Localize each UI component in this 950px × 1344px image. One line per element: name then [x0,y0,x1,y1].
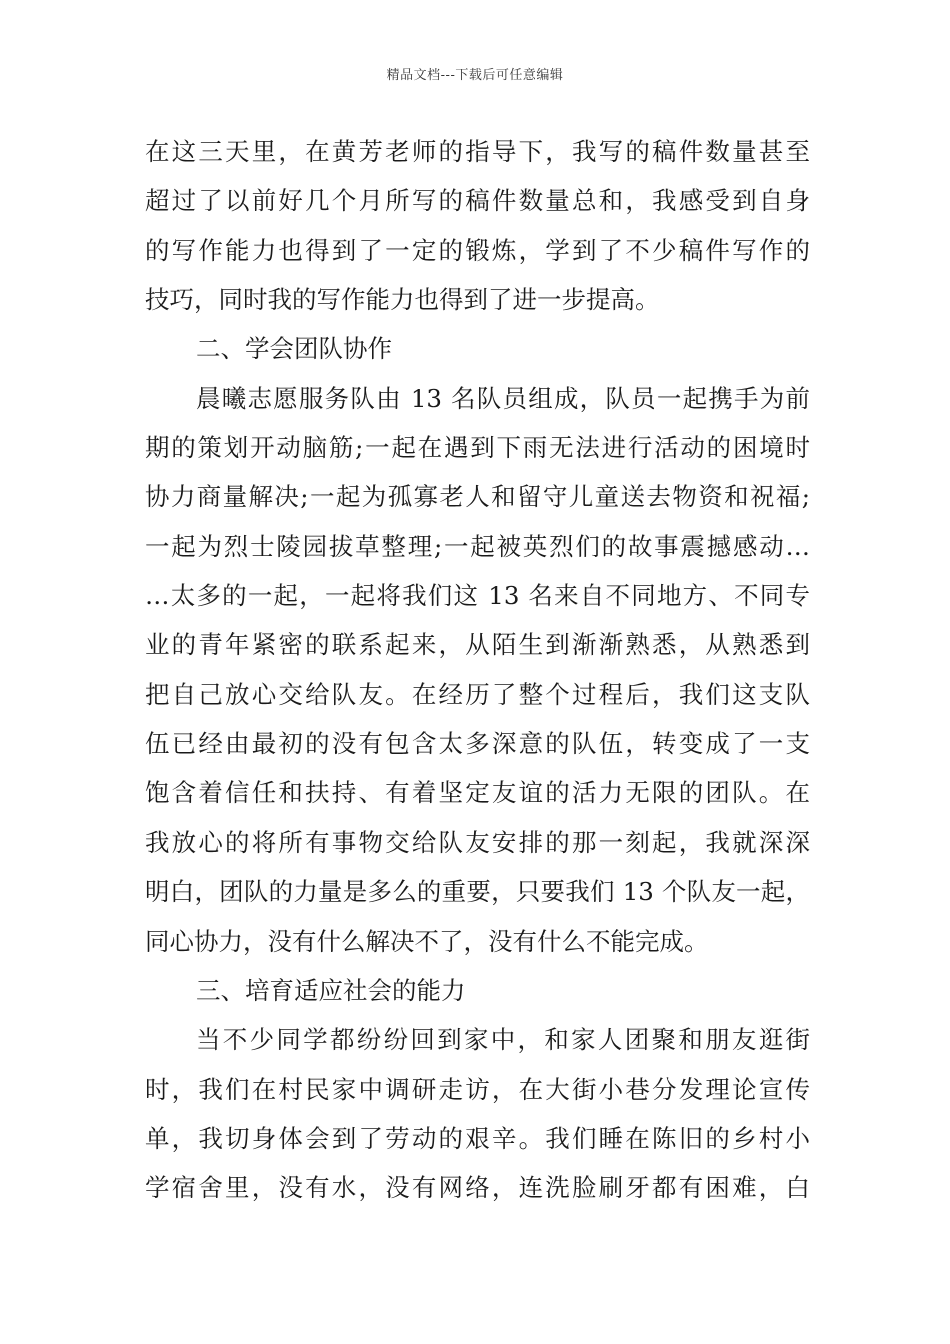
paragraph-line: 在这三天里，在黄芳老师的指导下，我写的稿件数量甚至 [145,137,810,166]
document-body [145,127,810,1213]
paragraph-line: …太多的一起，一起将我们这 13 名来自不同地方、不同专 [145,581,810,611]
paragraph-line: 伍已经由最初的没有包含太多深意的队伍，转变成了一支 [145,729,810,759]
paragraph-line: 我放心的将所有事物交给队友安排的那一刻起，我就深深 [145,827,810,857]
paragraph-line: 一起为烈士陵园拔草整理;一起被英烈们的故事震撼感动… [145,531,810,561]
section-heading: 三、培育适应社会的能力 [196,975,466,1005]
paragraph-line: 当不少同学都纷纷回到家中，和家人团聚和朋友逛街 [196,1025,810,1055]
paragraph-line: 同心协力，没有什么解决不了，没有什么不能完成。 [145,926,709,956]
section-heading: 二、学会团队协作 [196,334,392,364]
paragraph-line: 单，我切身体会到了劳动的艰辛。我们睡在陈旧的乡村小 [145,1123,810,1153]
paragraph-line: 业的青年紧密的联系起来，从陌生到渐渐熟悉，从熟悉到 [145,630,810,660]
paragraph-line: 饱含着信任和扶持、有着坚定友谊的活力无限的团队。在 [145,778,810,808]
paragraph-line: 超过了以前好几个月所写的稿件数量总和，我感受到自身 [145,186,810,216]
paragraph-line: 学宿舍里，没有水，没有网络，连洗脸刷牙都有困难，白 [145,1173,810,1203]
paragraph-line: 时，我们在村民家中调研走访，在大街小巷分发理论宣传 [145,1074,810,1104]
paragraph-line: 把自己放心交给队友。在经历了整个过程后，我们这支队 [145,679,810,709]
paragraph-line: 的写作能力也得到了一定的锻炼，学到了不少稿件写作的 [145,235,810,265]
paragraph-line: 明白，团队的力量是多么的重要，只要我们 13 个队友一起， [145,877,810,907]
page-header: 精品文档---下载后可任意编辑 [386,68,564,83]
paragraph-line: 期的策划开动脑筋;一起在遇到下雨无法进行活动的困境时 [145,433,810,463]
paragraph-line: 协力商量解决;一起为孤寡老人和留守儿童送去物资和祝福; [145,482,810,512]
paragraph-line: 技巧，同时我的写作能力也得到了进一步提高。 [145,285,660,315]
paragraph-line: 晨曦志愿服务队由 13 名队员组成，队员一起携手为前 [196,383,810,413]
